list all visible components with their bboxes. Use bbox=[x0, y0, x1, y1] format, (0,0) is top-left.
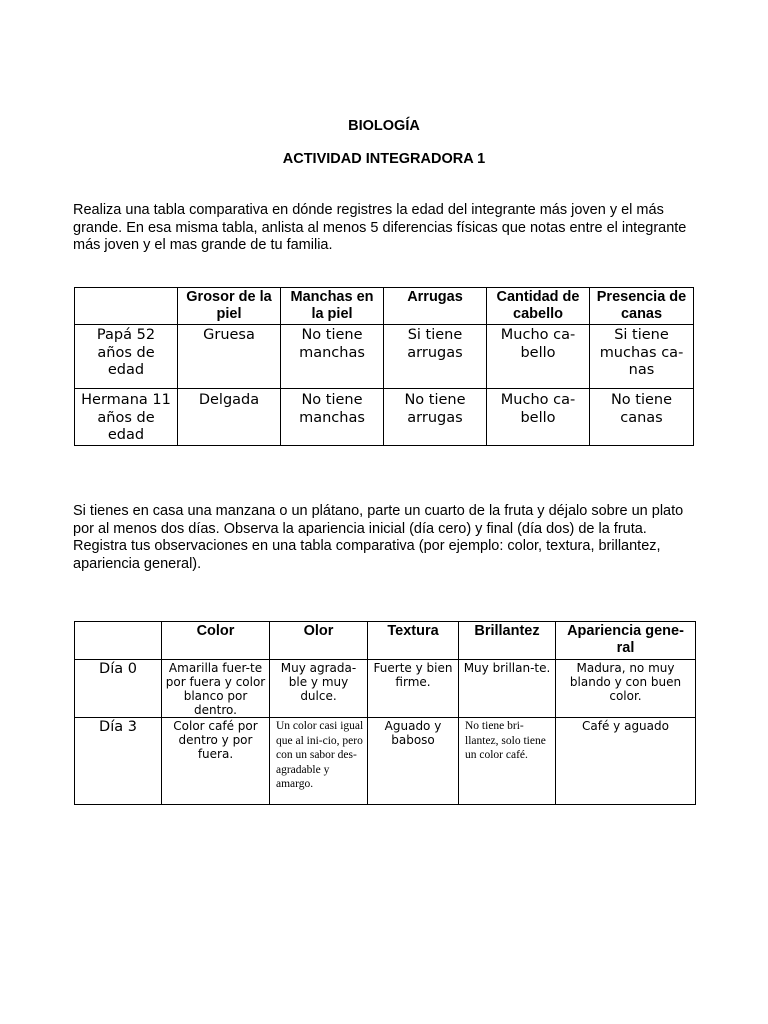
table-cell: No tiene canas bbox=[590, 389, 694, 446]
table-cell: No tiene manchas bbox=[281, 325, 384, 389]
table-cell: Delgada bbox=[178, 389, 281, 446]
header-cell: Color bbox=[162, 622, 270, 660]
table-header-row bbox=[75, 288, 694, 325]
table-row bbox=[75, 718, 696, 805]
table-cell: Si tiene muchas ca-nas bbox=[590, 325, 694, 389]
table-row bbox=[75, 660, 696, 718]
table-cell: Día 3 bbox=[75, 718, 162, 805]
table-cell: No tiene arrugas bbox=[384, 389, 487, 446]
table-cell: Gruesa bbox=[178, 325, 281, 389]
table-cell: Amarilla fuer-te por fuera y color blanco por dentro. bbox=[162, 660, 270, 718]
document-title: BIOLOGÍA bbox=[348, 118, 420, 134]
document-subtitle: ACTIVIDAD INTEGRADORA 1 bbox=[282, 151, 486, 167]
header-cell: Grosor de la piel bbox=[178, 288, 281, 325]
table-cell: Mucho ca-bello bbox=[487, 325, 590, 389]
header-cell: Olor bbox=[270, 622, 368, 660]
instructions-paragraph-1: Realiza una tabla comparativa en dónde registres la edad del integrante más joven y el más grande. En esa misma tabla, anlista al menos 5 diferencias físicas que notas entre el integrante más joven y el mas grande de tu familia. bbox=[73, 202, 687, 253]
table-cell: Café y aguado bbox=[556, 718, 696, 805]
table-cell: Aguado y baboso bbox=[368, 718, 459, 805]
header-cell: Apariencia gene-ral bbox=[556, 622, 696, 660]
table-cell: Hermana 11 años de edad bbox=[75, 389, 178, 446]
fruit-observation-table bbox=[74, 621, 696, 805]
table-cell: Papá 52 años de edad bbox=[75, 325, 178, 389]
table-cell: No tiene bri-llantez, solo tiene un color café. bbox=[459, 718, 556, 805]
table-cell: Mucho ca-bello bbox=[487, 389, 590, 446]
family-comparison-table bbox=[74, 287, 694, 446]
header-cell bbox=[75, 288, 178, 325]
table-cell: Un color casi igual que al ini-cio, pero con un sabor des-agradable y amargo. bbox=[270, 718, 368, 805]
table-cell: Día 0 bbox=[75, 660, 162, 718]
instructions-paragraph-2: Si tienes en casa una manzana o un plátano, parte un cuarto de la fruta y déjalo sobre un plato por al menos dos días. Observa la apariencia inicial (día cero) y final (día dos) de la fruta. Registra tus observaciones en una tabla comparativa (por ejemplo: color, textura, brillantez, apariencia general). bbox=[73, 503, 684, 572]
header-cell bbox=[75, 622, 162, 660]
header-cell: Manchas en la piel bbox=[281, 288, 384, 325]
table-cell: Muy agrada-ble y muy dulce. bbox=[270, 660, 368, 718]
header-cell: Presencia de canas bbox=[590, 288, 694, 325]
table-header-row bbox=[75, 622, 696, 660]
header-cell: Textura bbox=[368, 622, 459, 660]
header-cell: Brillantez bbox=[459, 622, 556, 660]
table-cell: Fuerte y bien firme. bbox=[368, 660, 459, 718]
table-cell: Muy brillan-te. bbox=[459, 660, 556, 718]
header-cell: Arrugas bbox=[384, 288, 487, 325]
header-cell: Cantidad de cabello bbox=[487, 288, 590, 325]
table-row bbox=[75, 325, 694, 389]
table-cell: Si tiene arrugas bbox=[384, 325, 487, 389]
table-cell: Madura, no muy blando y con buen color. bbox=[556, 660, 696, 718]
table-row bbox=[75, 389, 694, 446]
table-cell: No tiene manchas bbox=[281, 389, 384, 446]
table-cell: Color café por dentro y por fuera. bbox=[162, 718, 270, 805]
